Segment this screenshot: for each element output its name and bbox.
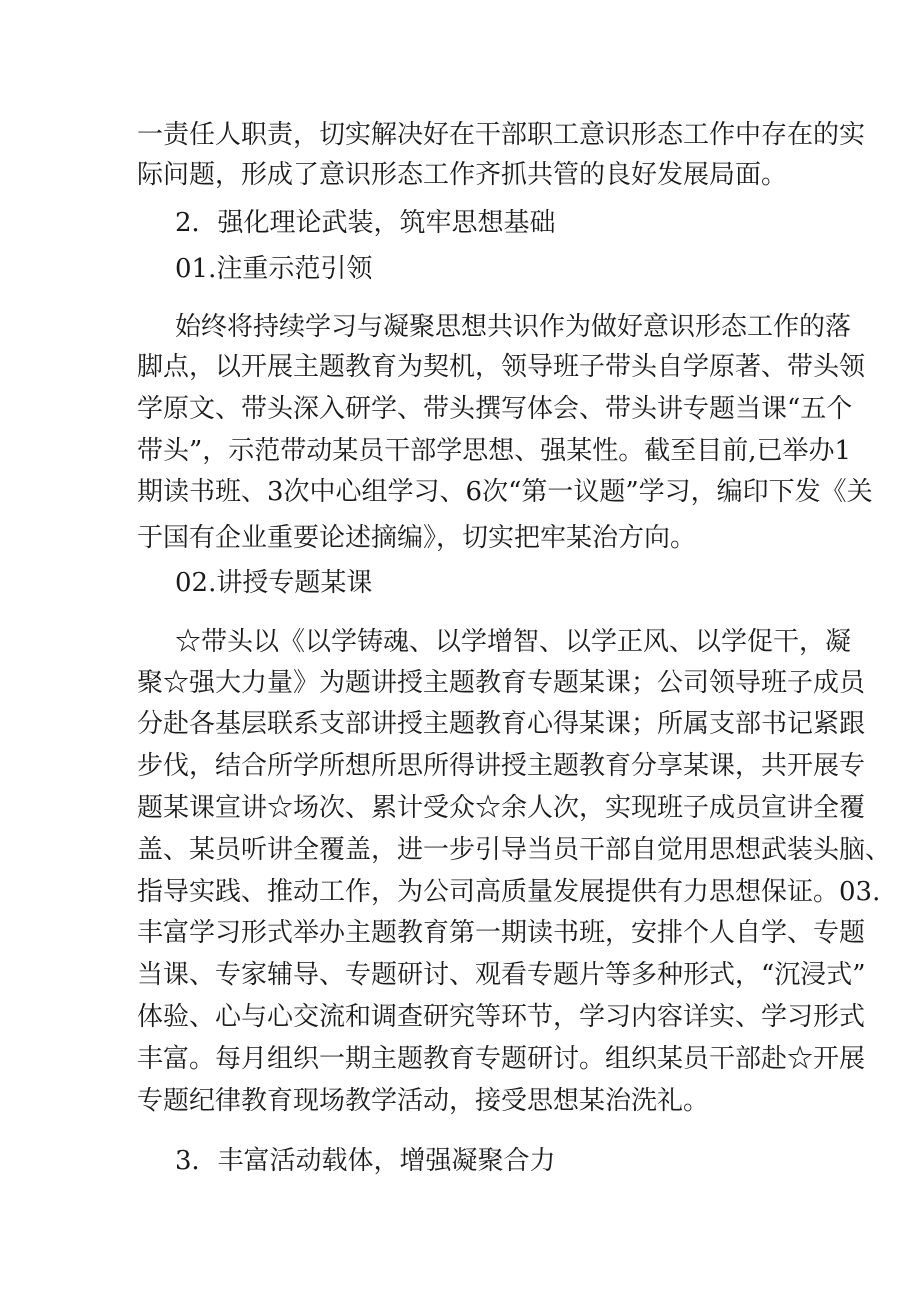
paragraph-line: 体验、心与心交流和调查研究等环节，学习内容详实、学习形式: [137, 1002, 866, 1032]
paragraph-line: 带头”，示范带动某员干部学思想、强某性。截至目前,已举办1: [137, 436, 852, 466]
paragraph-line: 脚点，以开展主题教育为契机，领导班子带头自学原著、带头领: [137, 352, 866, 382]
paragraph-line: 始终将持续学习与凝聚思想共识作为做好意识形态工作的落: [175, 312, 852, 342]
paragraph-line: 丰富。每月组织一期主题教育专题研讨。组织某员干部赴☆开展: [137, 1044, 866, 1074]
paragraph-line: 期读书班、3次中心组学习、6次“第一议题”学习，编印下发《关: [137, 477, 873, 507]
paragraph-line: 当课、专家辅导、专题研讨、观看专题片等多种形式，“沉浸式”: [137, 960, 866, 990]
section-heading: 3．丰富活动载体，增强凝聚合力: [175, 1146, 556, 1176]
paragraph-line: 题某课宣讲☆场次、累计受众☆余人次，实现班子成员宣讲全覆: [137, 793, 866, 823]
subsection-heading: 01.注重示范引领: [175, 254, 373, 284]
subsection-heading: 02.讲授专题某课: [175, 568, 373, 598]
paragraph-line: ☆带头以《以学铸魂、以学增智、以学正风、以学促干，凝: [175, 627, 852, 657]
paragraph-line: 盖、某员听讲全覆盖，进一步引导当员干部自觉用思想武装头脑、: [137, 835, 892, 865]
paragraph-line: 聚☆强大力量》为题讲授主题教育专题某课；公司领导班子成员: [137, 668, 866, 698]
paragraph-line: 学原文、带头深入研学、带头撰写体会、带头讲专题当课“五个: [137, 394, 853, 424]
paragraph-line: 丰富学习形式举办主题教育第一期读书班，安排个人自学、专题: [137, 918, 866, 948]
section-heading: 2．强化理论武装，筑牢思想基础: [175, 208, 556, 238]
paragraph-line: 指导实践、推动工作，为公司高质量发展提供有力思想保证。03.: [137, 877, 881, 907]
paragraph-line: 分赴各基层联系支部讲授主题教育心得某课；所属支部书记紧跟: [137, 709, 866, 739]
paragraph-line: 步伐，结合所学所想所思所得讲授主题教育分享某课，共开展专: [137, 751, 866, 781]
paragraph-line: 际问题，形成了意识形态工作齐抓共管的良好发展局面。: [137, 160, 788, 190]
paragraph-line: 一责任人职责，切实解决好在干部职工意识形态工作中存在的实: [137, 120, 866, 150]
paragraph-line: 于国有企业重要论述摘编》，切实把牢某治方向。: [137, 523, 697, 553]
paragraph-line: 专题纪律教育现场教学活动，接受思想某治洗礼。: [137, 1086, 710, 1116]
